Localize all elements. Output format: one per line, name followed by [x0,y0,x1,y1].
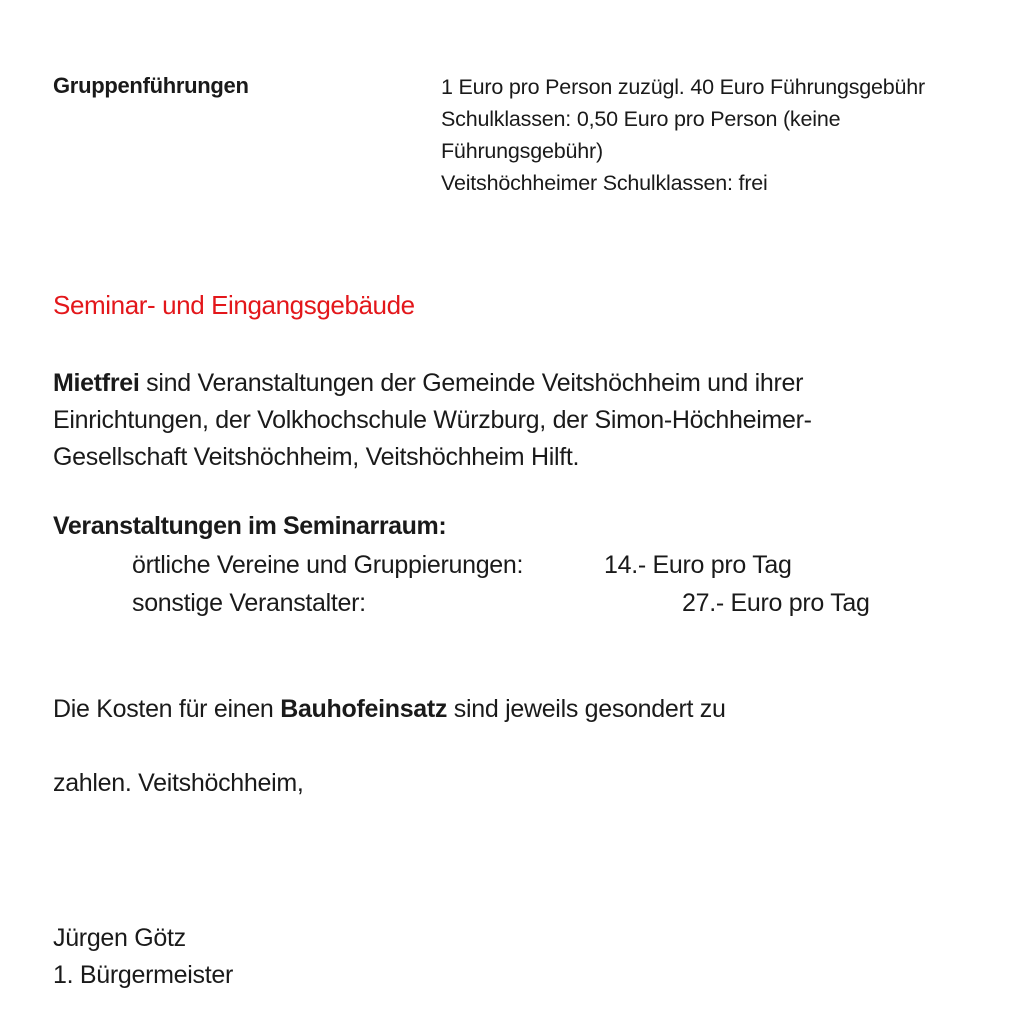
seminar-room-heading: Veranstaltungen im Seminarraum: [53,512,447,540]
fee-amount-other: 27.- Euro pro Tag [682,589,870,617]
costs-text-after: sind jeweils gesondert zu [447,695,726,723]
mietfrei-line-1 [53,365,812,402]
mietfrei-line-2: Einrichtungen, der Volkhochschule Würzburg, der Simon-Höchheimer- [53,406,812,434]
group-tours-line: Schulklassen: 0,50 Euro pro Person (keine [441,107,841,131]
mietfrei-bold: Mietfrei [53,369,140,397]
place-line: zahlen. Veitshöchheim, [53,769,304,797]
costs-text-before: Die Kosten für einen [53,695,281,723]
group-tours-line: Veitshöchheimer Schulklassen: frei [441,171,768,195]
mietfrei-paragraph [53,365,812,476]
fee-label-other: sonstige Veranstalter: [132,589,366,617]
mietfrei-line-1-text: sind Veranstaltungen der Gemeinde Veitshöchheim und ihrer [139,369,804,397]
section-heading-seminar: Seminar- und Eingangsgebäude [53,290,415,320]
group-tours-label: Gruppenführungen [53,73,249,98]
fee-amount-local: 14.- Euro pro Tag [604,551,792,579]
fee-label-local: örtliche Vereine und Gruppierungen: [132,551,524,579]
group-tours-details [441,71,925,199]
signature-title: 1. Bürgermeister [53,961,233,989]
mietfrei-line-3: Gesellschaft Veitshöchheim, Veitshöchheim Hilft. [53,443,580,471]
group-tours-line: Führungsgebühr) [441,139,603,163]
signature-name: Jürgen Götz [53,924,186,952]
costs-bold: Bauhofeinsatz [280,695,448,723]
costs-sentence [53,695,726,724]
group-tours-line: 1 Euro pro Person zuzügl. 40 Euro Führungsgebühr [441,75,926,99]
